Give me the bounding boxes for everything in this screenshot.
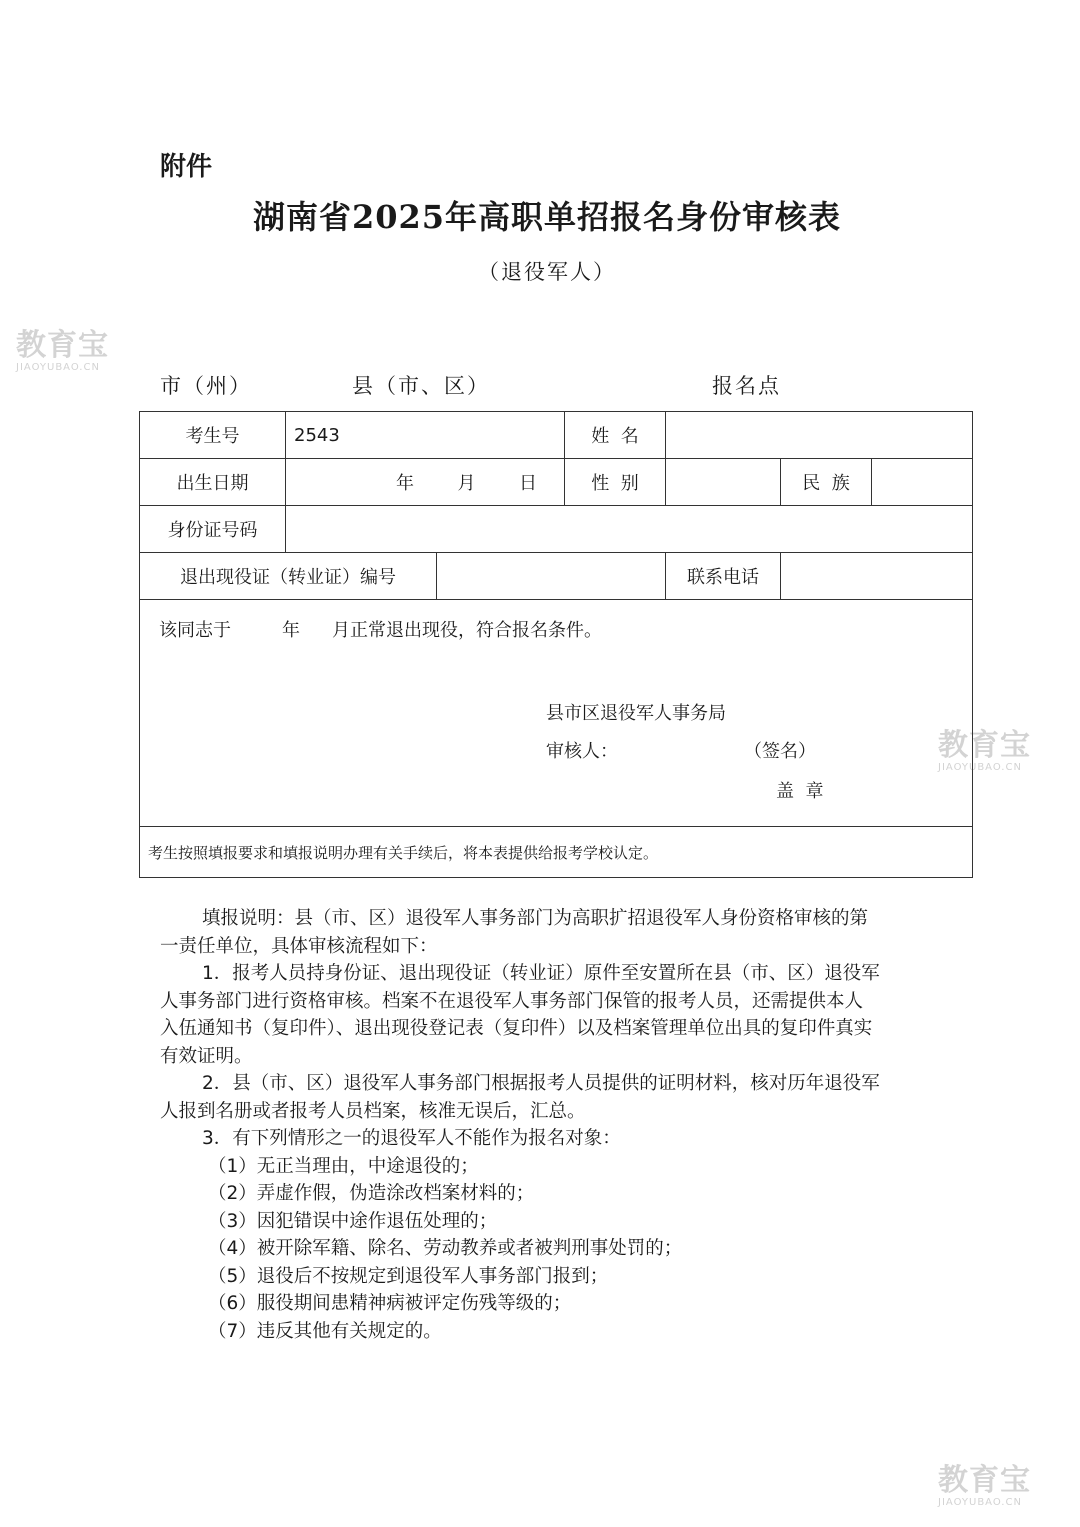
instruction-line: 一责任单位，具体审核流程如下： — [160, 935, 438, 957]
cert-field[interactable] — [437, 553, 666, 600]
exam-no-label: 考生号 — [140, 412, 286, 459]
birth-year-label: 年 — [396, 473, 414, 494]
instruction-line: 入伍通知书（复印件）、退出现役登记表（复印件）以及档案管理单位出具的复印件真实 — [160, 1018, 873, 1039]
phone-field[interactable] — [781, 553, 973, 600]
instruction-line: 填报说明：县（市、区）退役军人事务部门为高职扩招退役军人身份资格审核的第 — [202, 908, 869, 929]
statement-year: 年 — [282, 620, 300, 641]
phone-label: 联系电话 — [666, 553, 781, 600]
form-row-birth — [140, 459, 973, 506]
ethnic-label: 民 族 — [781, 459, 872, 506]
watermark-domain: JIAOYUBAO.CN — [16, 362, 100, 373]
instruction-line: 2．县（市、区）退役军人事务部门根据报考人员提供的证明材料，核对历年退役军 — [202, 1073, 880, 1094]
watermark-text: 教育宝 — [16, 328, 109, 363]
audit-form-table — [139, 411, 973, 878]
gender-field[interactable] — [666, 459, 781, 506]
gender-label: 性 别 — [565, 459, 666, 506]
instruction-item: （7）违反其他有关规定的。 — [208, 1320, 442, 1342]
page-subtitle: （退役军人） — [478, 260, 616, 284]
id-field[interactable] — [286, 506, 973, 553]
watermark-text: 教育宝 — [938, 1463, 1031, 1498]
statement-cell[interactable] — [140, 600, 973, 827]
instruction-item: （4）被开除军籍、除名、劳动教养或者被判刑事处罚的； — [208, 1238, 683, 1259]
location-county: 县（市、区） — [352, 374, 490, 398]
form-row-id — [140, 506, 973, 553]
exam-no-value[interactable]: 2543 — [286, 412, 565, 459]
instruction-line: 人事务部门进行资格审核。档案不在退役军人事务部门保管的报考人员，还需提供本人 — [160, 990, 864, 1012]
bureau-name: 县市区退役军人事务局 — [546, 703, 726, 724]
watermark — [938, 1465, 1031, 1508]
signature-label: （签名） — [744, 741, 816, 762]
watermark — [16, 330, 109, 373]
statement-prefix: 该同志于 — [159, 620, 231, 641]
instruction-line: 有效证明。 — [160, 1045, 253, 1067]
instruction-item: （6）服役期间患精神病被评定伤残等级的； — [208, 1293, 572, 1314]
instruction-line: 1．报考人员持身份证、退出现役证（转业证）原件至安置所在县（市、区）退役军 — [202, 963, 880, 984]
birth-date-field[interactable] — [286, 459, 565, 506]
birth-day-label: 日 — [518, 473, 537, 494]
watermark-text: 教育宝 — [938, 728, 1031, 763]
instruction-item: （2）弄虚作假，伪造涂改档案材料的； — [208, 1183, 535, 1204]
birth-month-label: 月 — [457, 473, 476, 494]
form-row-footer — [140, 827, 973, 878]
instruction-line: 人报到名册或者报考人员档案，核准无误后，汇总。 — [160, 1100, 586, 1122]
id-label: 身份证号码 — [140, 506, 286, 553]
form-footer-note: 考生按照填报要求和填报说明办理有关手续后，将本表提供给报考学校认定。 — [140, 827, 973, 878]
birth-label: 出生日期 — [140, 459, 286, 506]
instruction-item: （5）退役后不按规定到退役军人事务部门报到； — [208, 1265, 609, 1287]
instruction-item: （3）因犯错误中途作退伍处理的； — [208, 1210, 498, 1232]
instruction-item: （1）无正当理由，中途退役的； — [208, 1155, 479, 1177]
name-field[interactable] — [666, 412, 973, 459]
ethnic-field[interactable] — [872, 459, 973, 506]
location-site: 报名点 — [712, 374, 781, 398]
watermark-domain: JIAOYUBAO.CN — [938, 762, 1022, 773]
instruction-line: 3．有下列情形之一的退役军人不能作为报名对象： — [202, 1128, 621, 1149]
instructions — [160, 905, 950, 1345]
page-title: 湖南省2025年高职单招报名身份审核表 — [252, 198, 842, 236]
form-row-statement — [140, 600, 973, 827]
watermark-domain: JIAOYUBAO.CN — [938, 1497, 1022, 1508]
form-row-exam-no — [140, 412, 973, 459]
attachment-label: 附件 — [160, 152, 213, 182]
seal-label: 盖 章 — [776, 781, 824, 802]
form-row-cert — [140, 553, 973, 600]
statement-text: 月正常退出现役，符合报名条件。 — [332, 620, 602, 641]
name-label: 姓 名 — [565, 412, 666, 459]
cert-label: 退出现役证（转业证）编号 — [140, 553, 437, 600]
location-city: 市（州） — [160, 374, 252, 398]
reviewer-label: 审核人： — [546, 741, 618, 762]
